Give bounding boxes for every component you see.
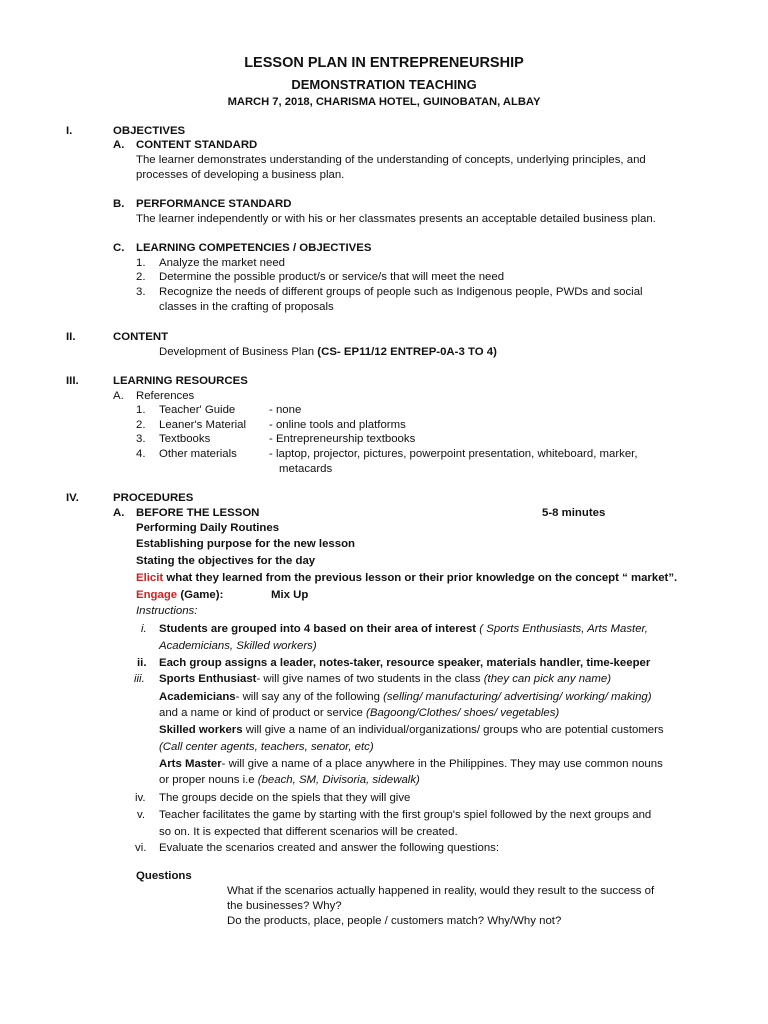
section-heading-objectives: OBJECTIVES — [113, 125, 186, 137]
step-text: so on. It is expected that different scenarios will be created. — [159, 826, 458, 838]
step-text-italic: Academicians, Skilled workers) — [159, 640, 317, 652]
elicit-line — [136, 571, 677, 585]
list-item-number: 2. — [136, 271, 146, 283]
step-number: iv. — [135, 792, 146, 804]
content-standard-text: The learner demonstrates understanding of the understanding of concepts, underlying principles, and — [136, 154, 646, 166]
step-number: iii. — [134, 673, 145, 685]
question-item: What if the scenarios actually happened in reality, would they result to the success of — [227, 885, 655, 897]
reference-value: - laptop, projector, pictures, powerpoint presentation, whiteboard, marker, — [269, 448, 638, 460]
step-text: Teacher facilitates the game by starting with the first group's spiel followed by the next groups and — [159, 809, 652, 821]
role-name: Arts Master — [159, 758, 222, 770]
engage-value: Mix Up — [271, 589, 309, 601]
list-item-number: 2. — [136, 419, 146, 431]
role-name: Skilled workers — [159, 724, 243, 736]
subsection-heading-before-lesson: BEFORE THE LESSON — [136, 507, 260, 519]
list-item-number: 1. — [136, 257, 146, 269]
competency-item: Recognize the needs of different groups of people such as Indigenous people, PWDs and social — [159, 286, 643, 298]
time-allotment: 5-8 minutes — [542, 507, 606, 519]
list-item-number: 1. — [136, 404, 146, 416]
step-number: v. — [137, 809, 146, 821]
role-text: - will give a name of a place anywhere in the Philippines. They may use common nouns — [221, 758, 663, 770]
reference-name: Textbooks — [159, 433, 211, 445]
questions-label: Questions — [136, 870, 192, 882]
engage-line — [136, 588, 223, 602]
step-text: Evaluate the scenarios created and answer the following questions: — [159, 842, 500, 854]
elicit-word: Elicit — [136, 572, 164, 584]
list-item-number: 4. — [136, 448, 146, 460]
role-italic: (selling/ manufacturing/ advertising/ working/ making) — [383, 691, 652, 703]
document-subtitle: DEMONSTRATION TEACHING — [291, 77, 477, 92]
content-description — [159, 345, 497, 359]
competency-item: Determine the possible product/s or service/s that will meet the need — [159, 271, 505, 283]
engage-label: (Game): — [177, 589, 224, 601]
routine-item: Performing Daily Routines — [136, 522, 280, 534]
subsection-letter: A. — [113, 139, 125, 151]
role-italic: (Bagoong/Clothes/ shoes/ vegetables) — [366, 707, 560, 719]
elicit-text: what they learned from the previous lesson or their prior knowledge on the concept “ market”. — [163, 572, 678, 584]
role-name: Academicians — [159, 691, 236, 703]
role-italic: (Call center agents, teachers, senator, etc) — [159, 741, 374, 753]
question-item: the businesses? Why? — [227, 900, 342, 912]
step-text-italic: ( Sports Enthusiasts, Arts Master, — [479, 623, 648, 635]
role-italic: (beach, SM, Divisoria, sidewalk) — [257, 774, 420, 786]
list-item-number: 3. — [136, 433, 146, 445]
instructions-label: Instructions: — [136, 605, 198, 617]
reference-value: metacards — [279, 463, 333, 475]
section-number: IV. — [66, 492, 79, 504]
arts-master-line — [159, 757, 663, 771]
arts-master-line-2 — [159, 773, 420, 787]
reference-name: Other materials — [159, 448, 237, 460]
content-standard-text: processes of developing a business plan. — [136, 169, 345, 181]
subsection-heading-performance-standard: PERFORMANCE STANDARD — [136, 198, 292, 210]
section-number: I. — [66, 125, 73, 137]
subsection-heading-content-standard: CONTENT STANDARD — [136, 139, 258, 151]
step-text-bold: Students are grouped into 4 based on their area of interest — [159, 623, 480, 635]
role-italic: (they can pick any name) — [483, 673, 612, 685]
section-number: III. — [66, 375, 79, 387]
subsection-letter: A. — [113, 507, 125, 519]
subsection-heading-competencies: LEARNING COMPETENCIES / OBJECTIVES — [136, 242, 372, 254]
academicians-line-2 — [159, 706, 559, 720]
subsection-letter: B. — [113, 198, 125, 210]
academicians-line — [159, 690, 652, 704]
competency-item: Analyze the market need — [159, 257, 286, 269]
step-text: Each group assigns a leader, notes-taker, resource speaker, materials handler, time-keeper — [159, 657, 651, 669]
role-text: - will give names of two students in the class — [256, 673, 484, 685]
step-text — [159, 622, 648, 636]
step-number: ii. — [137, 657, 147, 669]
skilled-workers-line — [159, 723, 664, 737]
date-venue: MARCH 7, 2018, CHARISMA HOTEL, GUINOBATAN, ALBAY — [227, 96, 541, 108]
step-number: i. — [141, 623, 147, 635]
section-number: II. — [66, 331, 76, 343]
role-name: Sports Enthusiast — [159, 673, 257, 685]
role-text: and a name or kind of product or service — [159, 707, 367, 719]
sports-enthusiast-line — [159, 672, 611, 686]
role-text: or proper nouns i.e — [159, 774, 258, 786]
step-text: The groups decide on the spiels that they will give — [159, 792, 411, 804]
engage-word: Engage — [136, 589, 178, 601]
role-text: - will say any of the following — [235, 691, 384, 703]
content-text: Development of Business Plan — [159, 346, 318, 358]
section-heading-procedures: PROCEDURES — [113, 492, 194, 504]
competency-item: classes in the crafting of proposals — [159, 301, 334, 313]
subsection-letter: A. — [113, 390, 124, 402]
subsection-heading-references: References — [136, 390, 195, 402]
question-item: Do the products, place, people / customers match? Why/Why not? — [227, 915, 562, 927]
step-number: vi. — [135, 842, 147, 854]
routine-item: Establishing purpose for the new lesson — [136, 538, 355, 550]
subsection-letter: C. — [113, 242, 125, 254]
list-item-number: 3. — [136, 286, 146, 298]
routine-item: Stating the objectives for the day — [136, 555, 316, 567]
document-title: LESSON PLAN IN ENTREPRENEURSHIP — [244, 55, 524, 71]
performance-standard-text: The learner independently or with his or her classmates presents an acceptable detailed business plan. — [136, 213, 656, 225]
reference-value: - Entrepreneurship textbooks — [269, 433, 416, 445]
content-code: (CS- EP11/12 ENTREP-0A-3 TO 4) — [317, 346, 497, 358]
section-heading-content: CONTENT — [113, 331, 169, 343]
reference-name: Leaner's Material — [159, 419, 247, 431]
role-text: will give a name of an individual/organizations/ groups who are potential customers — [242, 724, 664, 736]
reference-name: Teacher' Guide — [159, 404, 236, 416]
reference-value: - none — [269, 404, 302, 416]
section-heading-resources: LEARNING RESOURCES — [113, 375, 248, 387]
reference-value: - online tools and platforms — [269, 419, 406, 431]
